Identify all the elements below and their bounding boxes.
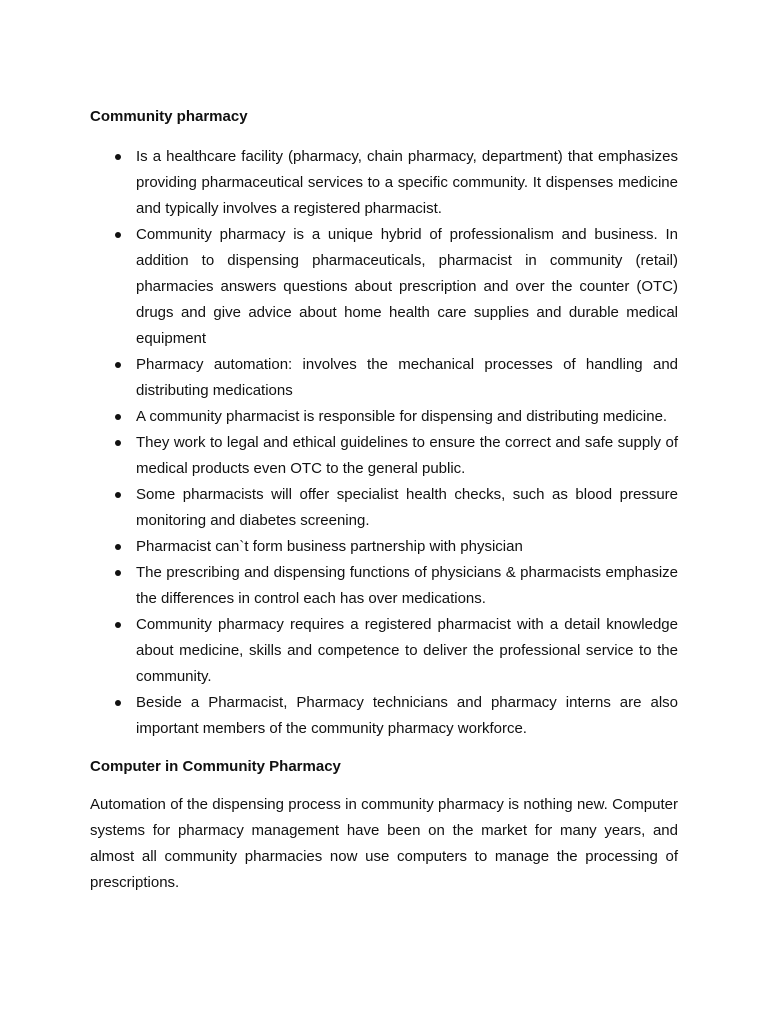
- section-heading-computer-in-community-pharmacy: Computer in Community Pharmacy: [90, 758, 341, 775]
- list-item: [90, 352, 678, 404]
- list-item: [90, 690, 678, 742]
- list-item-text: A community pharmacist is responsible for dispensing and distributing medicine.: [136, 408, 668, 425]
- section-heading-community-pharmacy: Community pharmacy: [90, 108, 248, 125]
- bullet-icon: [115, 414, 121, 420]
- document-content: [90, 104, 678, 896]
- bullet-icon: [115, 154, 121, 160]
- list-item: [90, 482, 678, 534]
- bullet-icon: [115, 232, 121, 238]
- list-item-text: Community pharmacy requires a registered pharmacist with a detail knowledge about medicine, skills and competence to deliver the professional service to the community.: [136, 616, 678, 685]
- list-item-text: Some pharmacists will offer specialist health checks, such as blood pressure monitoring and diabetes screening.: [136, 486, 678, 529]
- bullet-icon: [115, 440, 121, 446]
- list-item-text: They work to legal and ethical guidelines to ensure the correct and safe supply of medical products even OTC to the general public.: [136, 434, 678, 477]
- bullet-icon: [115, 492, 121, 498]
- list-item-text: Is a healthcare facility (pharmacy, chain pharmacy, department) that emphasizes providing pharmaceutical services to a specific community. It dispenses medicine and typically involves a registered pharmacist.: [136, 148, 678, 217]
- list-item: [90, 404, 678, 430]
- bullet-icon: [115, 622, 121, 628]
- list-item-text: The prescribing and dispensing functions of physicians & pharmacists emphasize the differences in control each has over medications.: [136, 564, 678, 607]
- list-item: [90, 534, 678, 560]
- list-item: [90, 222, 678, 352]
- list-item: [90, 560, 678, 612]
- list-item-text: Pharmacist can`t form business partnership with physician: [136, 538, 523, 555]
- list-item-text: Pharmacy automation: involves the mechanical processes of handling and distributing medications: [136, 356, 678, 399]
- list-item-text: Community pharmacy is a unique hybrid of professionalism and business. In addition to dispensing pharmaceuticals, pharmacist in community (retail) pharmacies answers questions about prescription and over the counter (OTC) drugs and give advice about home health care supplies and durable medical equipment: [136, 226, 678, 347]
- body-paragraph: Automation of the dispensing process in community pharmacy is nothing new. Computer systems for pharmacy management have been on the market for many years, and almost all community pharmacies now use computers to manage the processing of prescriptions.: [90, 796, 678, 891]
- list-item: [90, 144, 678, 222]
- list-item: [90, 612, 678, 690]
- bullet-icon: [115, 544, 121, 550]
- list-item-text: Beside a Pharmacist, Pharmacy technicians and pharmacy interns are also important members of the community pharmacy workforce.: [136, 694, 678, 737]
- list-item: [90, 430, 678, 482]
- bullet-icon: [115, 570, 121, 576]
- bullet-icon: [115, 700, 121, 706]
- bullet-icon: [115, 362, 121, 368]
- bullet-list: [90, 144, 678, 742]
